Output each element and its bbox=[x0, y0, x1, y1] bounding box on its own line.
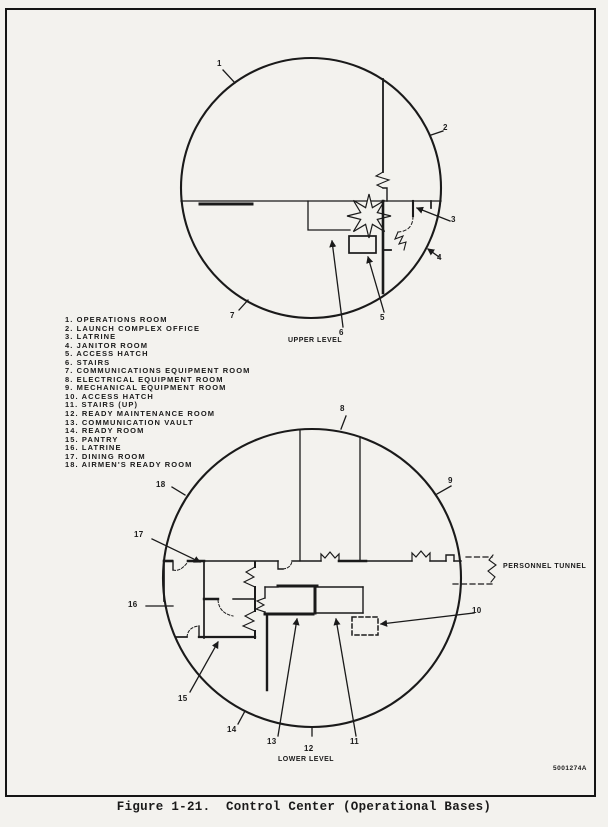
callout-11: 11 bbox=[350, 737, 360, 746]
legend-item: 3. LATRINE bbox=[65, 332, 117, 342]
callout-18: 18 bbox=[156, 480, 166, 489]
legend-item: 14. READY ROOM bbox=[65, 426, 145, 436]
callout-16: 16 bbox=[128, 600, 138, 609]
legend-item: 9. MECHANICAL EQUIPMENT ROOM bbox=[65, 383, 227, 393]
legend-item: 2. LAUNCH COMPLEX OFFICE bbox=[65, 323, 201, 333]
upper-level-plan bbox=[181, 58, 450, 327]
legend-item: 10. ACCESS HATCH bbox=[65, 391, 154, 401]
legend-item: 8. ELECTRICAL EQUIPMENT ROOM bbox=[65, 374, 224, 384]
upper-level-label: UPPER LEVEL bbox=[288, 337, 343, 344]
legend-item: 6. STAIRS bbox=[65, 357, 111, 367]
legend-item: 18. AIRMEN'S READY ROOM bbox=[65, 460, 193, 470]
figure-caption: Figure 1-21. Control Center (Operational Bases) bbox=[116, 800, 492, 814]
personnel-tunnel-label: PERSONNEL TUNNEL bbox=[503, 563, 587, 570]
legend-item: 5. ACCESS HATCH bbox=[65, 349, 149, 359]
legend-item: 7. COMMUNICATIONS EQUIPMENT ROOM bbox=[65, 366, 251, 376]
callout-4: 4 bbox=[437, 253, 442, 262]
legend-item: 16. LATRINE bbox=[65, 443, 122, 453]
callout-6: 6 bbox=[339, 328, 344, 337]
legend-item: 12. READY MAINTENANCE ROOM bbox=[65, 409, 216, 419]
callout-8: 8 bbox=[340, 404, 345, 413]
lower-level-label: LOWER LEVEL bbox=[278, 756, 335, 763]
legend-item: 11. STAIRS (UP) bbox=[65, 400, 139, 410]
callout-2: 2 bbox=[443, 123, 448, 132]
legend-item: 13. COMMUNICATION VAULT bbox=[65, 417, 194, 427]
callout-14: 14 bbox=[227, 725, 237, 734]
room-legend bbox=[65, 316, 250, 470]
callout-13: 13 bbox=[267, 737, 277, 746]
callout-15: 15 bbox=[178, 694, 188, 703]
callout-10: 10 bbox=[472, 606, 482, 615]
callout-17: 17 bbox=[134, 530, 144, 539]
callout-7: 7 bbox=[230, 311, 235, 320]
callout-3: 3 bbox=[451, 215, 456, 224]
callout-1: 1 bbox=[217, 59, 222, 68]
callout-12: 12 bbox=[304, 744, 314, 753]
drawing-number: 5001274A bbox=[553, 765, 587, 772]
legend-item: 1. OPERATIONS ROOM bbox=[65, 315, 168, 324]
callout-9: 9 bbox=[448, 476, 453, 485]
legend-item: 17. DINING ROOM bbox=[65, 451, 146, 461]
legend-item: 15. PANTRY bbox=[65, 434, 119, 444]
legend-item: 4. JANITOR ROOM bbox=[65, 340, 149, 350]
callout-5: 5 bbox=[380, 313, 385, 322]
